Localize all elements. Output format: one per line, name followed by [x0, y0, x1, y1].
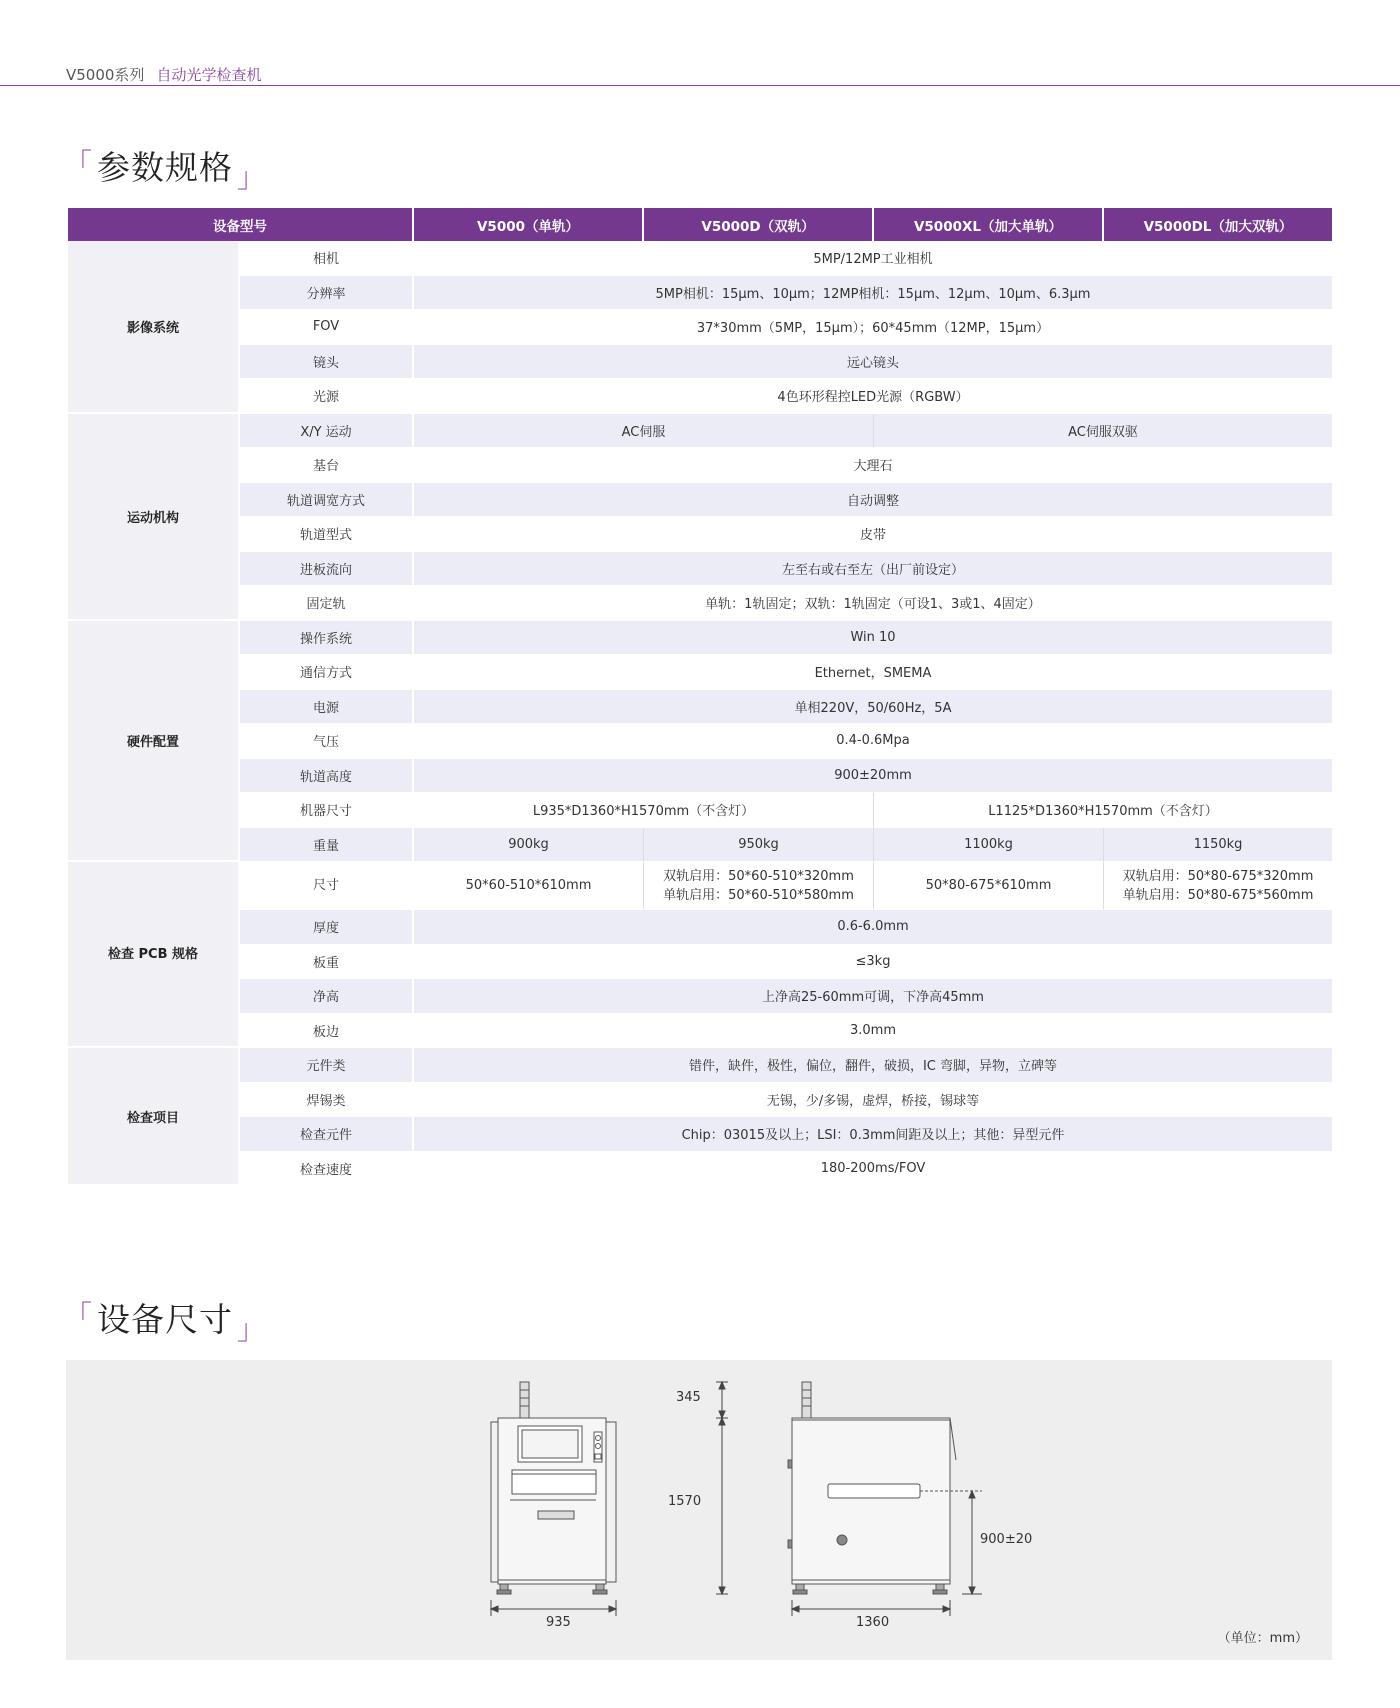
front-view-drawing [491, 1382, 616, 1594]
row-value: 左至右或右至左（出厂前设定） [414, 552, 1332, 587]
row-value: AC伺服 [414, 414, 874, 449]
table-row [68, 828, 1332, 863]
row-value: Win 10 [414, 621, 1332, 656]
row-label: 轨道高度 [240, 759, 414, 794]
row-value: 900±20mm [414, 759, 1332, 794]
header-v5000: V5000（单轨） [414, 208, 644, 241]
table-row [68, 724, 1332, 759]
row-value: 自动调整 [414, 483, 1332, 518]
row-label: 镜头 [240, 345, 414, 380]
table-row [68, 483, 1332, 518]
row-label: 相机 [240, 241, 414, 276]
row-label: 轨道型式 [240, 517, 414, 552]
row-value: 37*30mm（5MP，15μm）；60*45mm（12MP，15μm） [414, 310, 1332, 345]
row-label: 板边 [240, 1014, 414, 1049]
table-row [68, 621, 1332, 656]
row-value: 单轨：1轨固定；双轨：1轨固定（可设1、3或1、4固定） [414, 586, 1332, 621]
group-pcb: 检查 PCB 规格 [68, 862, 240, 1048]
series-subtitle: 自动光学检查机 [156, 66, 262, 84]
row-label: 光源 [240, 379, 414, 414]
table-header-row [68, 208, 1332, 241]
table-row [68, 862, 1332, 910]
row-label: FOV [240, 310, 414, 345]
row-label: 厚度 [240, 910, 414, 945]
row-value: 错件，缺件，极性，偏位，翻件，破损，IC 弯脚，异物，立碑等 [414, 1048, 1332, 1083]
machine-drawing-svg [66, 1360, 1332, 1660]
row-value: Chip：03015及以上；LSI：0.3mm间距及以上；其他：异型元件 [414, 1117, 1332, 1152]
table-row [68, 1117, 1332, 1152]
table-row [68, 655, 1332, 690]
group-motion: 运动机构 [68, 414, 240, 621]
table-row [68, 448, 1332, 483]
table-row [68, 310, 1332, 345]
table-row [68, 345, 1332, 380]
table-row [68, 759, 1332, 794]
table-row [68, 517, 1332, 552]
row-label: X/Y 运动 [240, 414, 414, 449]
header-v5000d: V5000D（双轨） [644, 208, 874, 241]
table-row [68, 979, 1332, 1014]
row-value: 远心镜头 [414, 345, 1332, 380]
dim-label-height: 1570 [668, 1494, 702, 1509]
table-row [68, 1014, 1332, 1049]
row-value: 1150kg [1104, 828, 1332, 863]
dimension-drawing [66, 1360, 1332, 1660]
row-value: 180-200ms/FOV [414, 1152, 1332, 1187]
row-value: L1125*D1360*H1570mm（不含灯） [874, 793, 1332, 828]
group-hardware: 硬件配置 [68, 621, 240, 863]
row-label: 通信方式 [240, 655, 414, 690]
row-label: 重量 [240, 828, 414, 863]
header-model: 设备型号 [68, 208, 414, 241]
row-label: 气压 [240, 724, 414, 759]
table-row [68, 552, 1332, 587]
table-row [68, 379, 1332, 414]
spec-table [68, 208, 1332, 1186]
row-label: 轨道调宽方式 [240, 483, 414, 518]
table-row [68, 690, 1332, 725]
dim-label-top: 345 [676, 1390, 701, 1405]
row-value: 950kg [644, 828, 874, 863]
row-value: ≤3kg [414, 945, 1332, 980]
table-row [68, 793, 1332, 828]
page-header [0, 0, 1400, 86]
row-value: 4色环形程控LED光源（RGBW） [414, 379, 1332, 414]
row-label: 机器尺寸 [240, 793, 414, 828]
row-value: 900kg [414, 828, 644, 863]
row-value: 皮带 [414, 517, 1332, 552]
series-name: V5000系列 自动光学检查机 [66, 66, 262, 84]
unit-note: （单位：mm） [1217, 1631, 1308, 1646]
row-value: 0.4-0.6Mpa [414, 724, 1332, 759]
row-label: 检查元件 [240, 1117, 414, 1152]
table-row [68, 1083, 1332, 1118]
row-value: 3.0mm [414, 1014, 1332, 1049]
row-label: 分辨率 [240, 276, 414, 311]
table-row [68, 414, 1332, 449]
row-label: 进板流向 [240, 552, 414, 587]
row-value: 5MP相机：15μm、10μm；12MP相机：15μm、12μm、10μm、6.3μm [414, 276, 1332, 311]
row-value: 0.6-6.0mm [414, 910, 1332, 945]
spec-section-title: 「 参数规格 $_」$ [64, 147, 267, 194]
table-row [68, 1152, 1332, 1187]
row-label: 电源 [240, 690, 414, 725]
table-row [68, 945, 1332, 980]
row-label: 固定轨 [240, 586, 414, 621]
row-value: 1100kg [874, 828, 1104, 863]
group-items: 检查项目 [68, 1048, 240, 1186]
row-value: L935*D1360*H1570mm（不含灯） [414, 793, 874, 828]
table-row [68, 1048, 1332, 1083]
row-label: 净高 [240, 979, 414, 1014]
table-row [68, 276, 1332, 311]
row-label: 尺寸 [240, 862, 414, 910]
row-label: 检查速度 [240, 1152, 414, 1187]
row-label: 焊锡类 [240, 1083, 414, 1118]
dim-label-rail: 900±20 [980, 1532, 1033, 1547]
row-label: 板重 [240, 945, 414, 980]
row-label: 基台 [240, 448, 414, 483]
table-row [68, 241, 1332, 276]
row-value: 5MP/12MP工业相机 [414, 241, 1332, 276]
row-value: 双轨启用：50*60-510*320mm 单轨启用：50*60-510*580mm [644, 862, 874, 910]
table-row [68, 910, 1332, 945]
row-value: 无锡，少/多锡，虚焊，桥接，锡球等 [414, 1083, 1332, 1118]
dim-section-title: 「 设备尺寸 $_」$ [64, 1299, 267, 1346]
row-label: 元件类 [240, 1048, 414, 1083]
row-value: 上净高25-60mm可调，下净高45mm [414, 979, 1332, 1014]
dim-label-depth: 1360 [856, 1615, 890, 1630]
row-value: 双轨启用：50*80-675*320mm 单轨启用：50*80-675*560mm [1104, 862, 1332, 910]
row-value: 单相220V，50/60Hz，5A [414, 690, 1332, 725]
row-value: 50*80-675*610mm [874, 862, 1104, 910]
row-value: 大理石 [414, 448, 1332, 483]
header-v5000dl: V5000DL（加大双轨） [1104, 208, 1332, 241]
dim-label-width: 935 [546, 1615, 571, 1630]
row-value: AC伺服双驱 [874, 414, 1332, 449]
row-value: Ethernet，SMEMA [414, 655, 1332, 690]
header-v5000xl: V5000XL（加大单轨） [874, 208, 1104, 241]
side-view-drawing [788, 1382, 982, 1594]
row-value: 50*60-510*610mm [414, 862, 644, 910]
group-imaging: 影像系统 [68, 241, 240, 414]
row-label: 操作系统 [240, 621, 414, 656]
table-row [68, 586, 1332, 621]
